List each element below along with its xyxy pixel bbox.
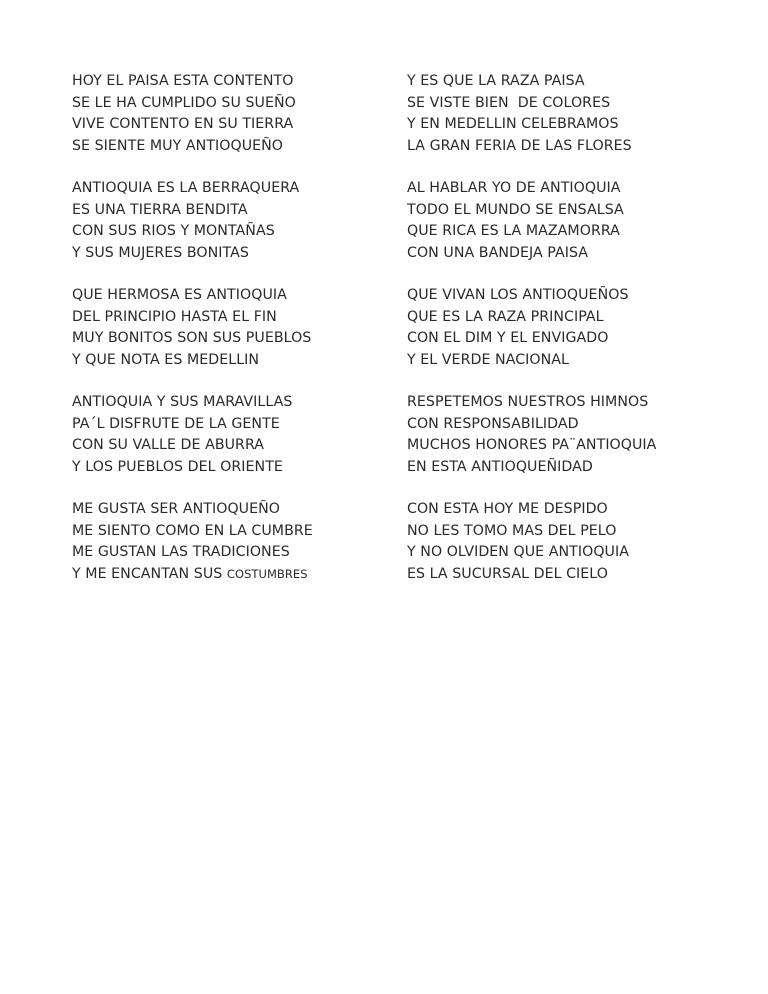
stanza xyxy=(407,71,747,157)
verse-line: ME SIENTO COMO EN LA CUMBRE xyxy=(72,522,313,539)
verse-line: HOY EL PAISA ESTA CONTENTO xyxy=(72,73,294,89)
verse-line: AL HABLAR YO DE ANTIOQUIA xyxy=(407,180,621,196)
verse-line: Y SUS MUJERES BONITAS xyxy=(72,244,249,261)
verse-line: QUE ES LA RAZA PRINCIPAL xyxy=(407,308,604,325)
verse-line-main: Y ME ENCANTAN SUS xyxy=(72,565,227,582)
verse-line: ES UNA TIERRA BENDITA xyxy=(72,201,248,218)
verse-line: CON SUS RIOS Y MONTAÑAS xyxy=(72,223,275,239)
verse-line: ME GUSTAN LAS TRADICIONES xyxy=(72,544,290,560)
verse-line: Y ES QUE LA RAZA PAISA xyxy=(407,73,585,89)
verse-line: SE VISTE BIEN DE COLORES xyxy=(407,94,611,111)
verse-line: TODO EL MUNDO SE ENSALSA xyxy=(407,201,624,218)
stanza xyxy=(72,285,372,371)
right-column xyxy=(407,71,747,606)
verse-line: DEL PRINCIPIO HASTA EL FIN xyxy=(72,308,277,325)
verse-line: PA´L DISFRUTE DE LA GENTE xyxy=(72,415,280,432)
verse-line: CON RESPONSABILIDAD xyxy=(407,415,579,432)
verse-line: SE SIENTE MUY ANTIOQUEÑO xyxy=(72,137,284,154)
verse-line: ME GUSTA SER ANTIOQUEÑO xyxy=(72,501,280,517)
left-column xyxy=(72,71,372,606)
stanza xyxy=(407,285,747,371)
verse-line: Y EL VERDE NACIONAL xyxy=(407,351,569,368)
verse-line: Y EN MEDELLIN CELEBRAMOS xyxy=(407,116,619,132)
verse-line: QUE HERMOSA ES ANTIOQUIA xyxy=(72,287,287,303)
stanza xyxy=(407,178,747,264)
verse-line: CON EL DIM Y EL ENVIGADO xyxy=(407,330,609,346)
verse-line: QUE RICA ES LA MAZAMORRA xyxy=(407,223,620,239)
verse-line: RESPETEMOS NUESTROS HIMNOS xyxy=(407,394,649,410)
verse-line: SE LE HA CUMPLIDO SU SUEÑO xyxy=(72,94,296,111)
verse-line: Y QUE NOTA ES MEDELLIN xyxy=(72,351,260,368)
verse-line: EN ESTA ANTIOQUEÑIDAD xyxy=(407,458,593,475)
stanza xyxy=(72,178,372,264)
verse-line: ES LA SUCURSAL DEL CIELO xyxy=(407,565,608,582)
verse-line: Y NO OLVIDEN QUE ANTIOQUIA xyxy=(407,544,629,560)
verse-line-small-caps: COSTUMBRES xyxy=(226,566,308,581)
verse-line: ANTIOQUIA ES LA BERRAQUERA xyxy=(72,180,300,196)
verse-line: MUY BONITOS SON SUS PUEBLOS xyxy=(72,330,312,346)
verse-line: LA GRAN FERIA DE LAS FLORES xyxy=(407,137,632,154)
stanza xyxy=(72,71,372,157)
stanza xyxy=(72,499,372,585)
verse-line: CON UNA BANDEJA PAISA xyxy=(407,244,589,261)
verse-line: CON SU VALLE DE ABURRA xyxy=(72,437,265,453)
verse-line: QUE VIVAN LOS ANTIOQUEÑOS xyxy=(407,287,629,303)
stanza xyxy=(407,499,747,585)
verse-line: VIVE CONTENTO EN SU TIERRA xyxy=(72,116,294,132)
verse-line: ANTIOQUIA Y SUS MARAVILLAS xyxy=(72,394,293,410)
verse-line: Y LOS PUEBLOS DEL ORIENTE xyxy=(72,458,283,475)
verse-line: CON ESTA HOY ME DESPIDO xyxy=(407,501,608,517)
stanza xyxy=(72,392,372,478)
verse-line: MUCHOS HONORES PA¨ANTIOQUIA xyxy=(407,437,657,453)
verse-line: NO LES TOMO MAS DEL PELO xyxy=(407,522,617,539)
stanza xyxy=(407,392,747,478)
verse-line-last xyxy=(72,564,372,586)
